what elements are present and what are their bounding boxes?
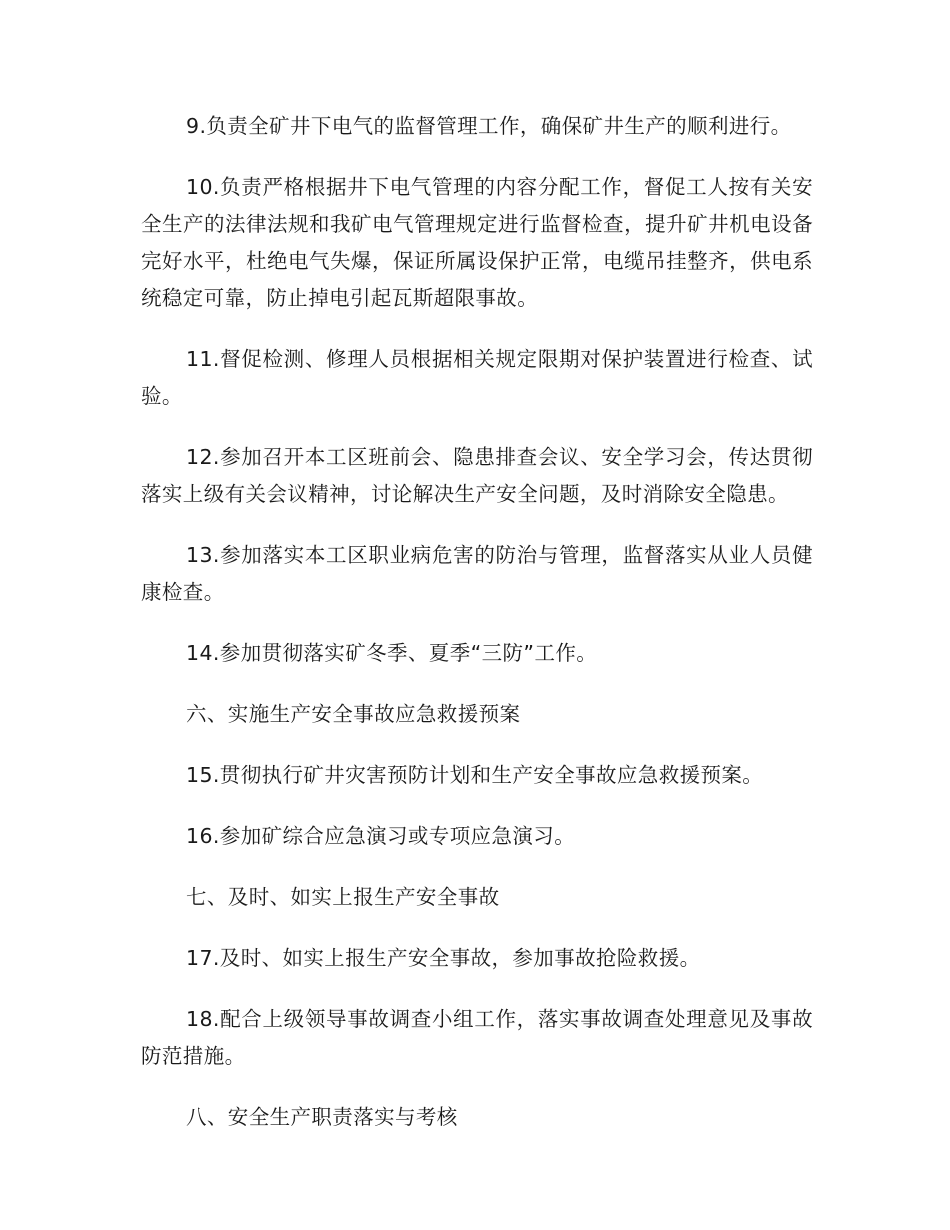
paragraph-item-16: 16.参加矿综合应急演习或专项应急演习。 [186,824,576,848]
paragraph-item-11: 11.督促检测、修理人员根据相关规定限期对保护装置进行检查、试验。 [141,347,813,408]
section-heading-8: 八、安全生产职责落实与考核 [186,1105,458,1129]
paragraph-item-10: 10.负责严格根据井下电气管理的内容分配工作，督促工人按有关安全生产的法律法规和我矿电气管理规定进行监督检查，提升矿井机电设备完好水平，杜绝电气失爆，保证所属设保护正常，电缆吊挂整齐，供电系统稳定可靠，防止掉电引起瓦斯超限事故。 [141,175,813,310]
paragraph-item-12: 12.参加召开本工区班前会、隐患排查会议、安全学习会，传达贯彻落实上级有关会议精神，讨论解决生产安全问题，及时消除安全隐患。 [141,445,813,506]
document-body [141,108,813,1160]
paragraph-item-18: 18.配合上级领导事故调查小组工作，落实事故调查处理意见及事故防范措施。 [141,1007,813,1068]
paragraph-item-9: 9.负责全矿井下电气的监督管理工作，确保矿井生产的顺利进行。 [186,114,792,138]
section-heading-6: 六、实施生产安全事故应急救援预案 [186,702,521,726]
paragraph-item-14: 14.参加贯彻落实矿冬季、夏季“三防”工作。 [186,641,598,665]
paragraph-item-13: 13.参加落实本工区职业病危害的防治与管理，监督落实从业人员健康检查。 [141,543,813,604]
paragraph-item-17: 17.及时、如实上报生产安全事故，参加事故抢险救援。 [186,946,701,970]
paragraph-item-15: 15.贯彻执行矿井灾害预防计划和生产安全事故应急救援预案。 [186,763,764,787]
section-heading-7: 七、及时、如实上报生产安全事故 [186,885,500,909]
